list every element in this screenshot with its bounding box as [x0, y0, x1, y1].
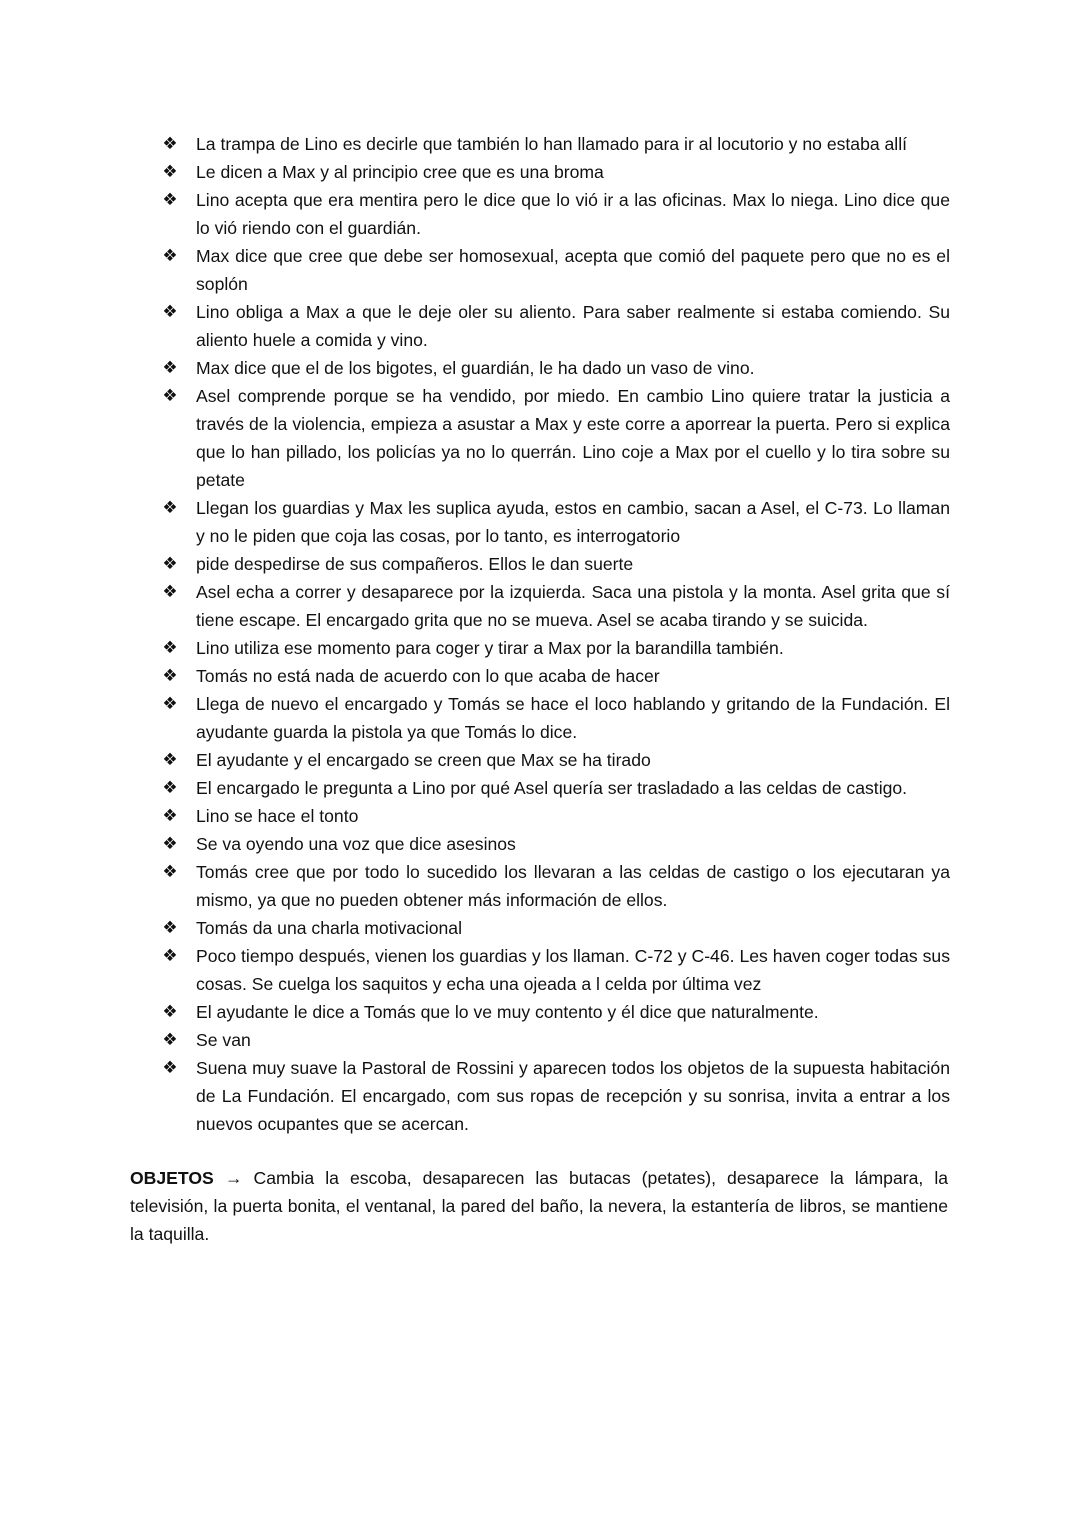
- list-item-text: Asel echa a correr y desaparece por la izquierda. Saca una pistola y la monta. Asel grita que sí tiene escape. El encargado grita que no se mueva. Asel se acaba tirando y se suicida.: [196, 582, 950, 630]
- list-item: [160, 382, 950, 494]
- diamond-bullet-icon: ❖: [162, 190, 178, 209]
- list-item-text: Lino se hace el tonto: [196, 806, 359, 826]
- list-item-text: La trampa de Lino es decirle que también lo han llamado para ir al locutorio y no estaba allí: [196, 134, 908, 154]
- list-item: [160, 662, 950, 690]
- diamond-bullet-icon: ❖: [162, 862, 178, 881]
- list-item: [160, 1026, 950, 1054]
- diamond-bullet-icon: ❖: [162, 638, 178, 657]
- list-item: [160, 634, 950, 662]
- list-item-text: Tomás no está nada de acuerdo con lo que acaba de hacer: [196, 666, 660, 686]
- diamond-bullet-icon: ❖: [162, 302, 178, 321]
- list-item: [160, 1054, 950, 1138]
- list-item-text: El ayudante y el encargado se creen que Max se ha tirado: [196, 750, 651, 770]
- diamond-bullet-icon: ❖: [162, 386, 178, 405]
- diamond-bullet-icon: ❖: [162, 806, 178, 825]
- list-item: [160, 858, 950, 914]
- list-item-text: Lino obliga a Max a que le deje oler su aliento. Para saber realmente si estaba comiendo. Su aliento huele a comida y vino.: [196, 302, 950, 350]
- list-item-text: Lino acepta que era mentira pero le dice que lo vió ir a las oficinas. Max lo niega. Lino dice que lo vió riendo con el guardián.: [196, 190, 950, 238]
- diamond-bullet-icon: ❖: [162, 778, 178, 797]
- list-item-text: Lino utiliza ese momento para coger y tirar a Max por la barandilla también.: [196, 638, 784, 658]
- list-item-text: Se van: [196, 1030, 251, 1050]
- list-item-text: El encargado le pregunta a Lino por qué Asel quería ser trasladado a las celdas de castigo.: [196, 778, 908, 798]
- list-item: [160, 242, 950, 298]
- list-item-text: Max dice que el de los bigotes, el guardián, le ha dado un vaso de vino.: [196, 358, 755, 378]
- list-item: [160, 802, 950, 830]
- diamond-bullet-icon: ❖: [162, 666, 178, 685]
- diamond-bullet-icon: ❖: [162, 1002, 178, 1021]
- list-item-text: Max dice que cree que debe ser homosexual, acepta que comió del paquete pero que no es el soplón: [196, 246, 950, 294]
- list-item: [160, 130, 950, 158]
- diamond-bullet-icon: ❖: [162, 246, 178, 265]
- list-item: [160, 914, 950, 942]
- diamond-bullet-icon: ❖: [162, 750, 178, 769]
- objetos-label: OBJETOS: [130, 1168, 214, 1188]
- diamond-bullet-icon: ❖: [162, 582, 178, 601]
- list-item: [160, 186, 950, 242]
- list-item-text: Tomás cree que por todo lo sucedido los llevaran a las celdas de castigo o los ejecutaran ya mismo, ya que no pueden obtener más información de ellos.: [196, 862, 950, 910]
- list-item: [160, 494, 950, 550]
- diamond-bullet-icon: ❖: [162, 834, 178, 853]
- list-item: [160, 830, 950, 858]
- list-item: [160, 158, 950, 186]
- list-item-text: Llega de nuevo el encargado y Tomás se hace el loco hablando y gritando de la Fundación. El ayudante guarda la pistola ya que Tomás lo dice.: [196, 694, 950, 742]
- diamond-bullet-icon: ❖: [162, 694, 178, 713]
- list-item-text: Asel comprende porque se ha vendido, por miedo. En cambio Lino quiere tratar la justicia a través de la violencia, empieza a asustar a Max y este corre a aporrear la puerta. Pero si explica que lo han pillado, los policías ya no lo querrán. Lino coje a Max por el cuello y lo tira sobre su petate: [196, 386, 950, 490]
- diamond-bullet-icon: ❖: [162, 134, 178, 153]
- objetos-text: Cambia la escoba, desaparecen las butacas (petates), desaparece la lámpara, la televisión, la puerta bonita, el ventanal, la pared del baño, la nevera, la estantería de libros, se mantiene la taquilla.: [130, 1168, 949, 1244]
- diamond-bullet-icon: ❖: [162, 1030, 178, 1049]
- list-item: [160, 578, 950, 634]
- list-item: [160, 298, 950, 354]
- bullet-list: [160, 130, 950, 1138]
- list-item: [160, 690, 950, 746]
- list-item-text: Poco tiempo después, vienen los guardias y los llaman. C-72 y C-46. Les haven coger todas sus cosas. Se cuelga los saquitos y echa una ojeada a l celda por última vez: [196, 946, 950, 994]
- list-item: [160, 746, 950, 774]
- list-item-text: Tomás da una charla motivacional: [196, 918, 463, 938]
- list-item: [160, 774, 950, 802]
- list-item: [160, 998, 950, 1026]
- diamond-bullet-icon: ❖: [162, 554, 178, 573]
- list-item-text: pide despedirse de sus compañeros. Ellos le dan suerte: [196, 554, 634, 574]
- list-item-text: El ayudante le dice a Tomás que lo ve muy contento y él dice que naturalmente.: [196, 1002, 819, 1022]
- list-item-text: Suena muy suave la Pastoral de Rossini y aparecen todos los objetos de la supuesta habitación de La Fundación. El encargado, com sus ropas de recepción y su sonrisa, invita a entrar a los nuevos ocupantes que se acercan.: [196, 1058, 950, 1134]
- list-item-text: Llegan los guardias y Max les suplica ayuda, estos en cambio, sacan a Asel, el C-73. Lo llaman y no le piden que coja las cosas, por lo tanto, es interrogatorio: [196, 498, 950, 546]
- list-item: [160, 942, 950, 998]
- list-item-text: Se va oyendo una voz que dice asesinos: [196, 834, 516, 854]
- list-item: [160, 354, 950, 382]
- diamond-bullet-icon: ❖: [162, 918, 178, 937]
- list-item: [160, 550, 950, 578]
- diamond-bullet-icon: ❖: [162, 1058, 178, 1077]
- diamond-bullet-icon: ❖: [162, 946, 178, 965]
- list-item-text: Le dicen a Max y al principio cree que es una broma: [196, 162, 604, 182]
- diamond-bullet-icon: ❖: [162, 358, 178, 377]
- diamond-bullet-icon: ❖: [162, 162, 178, 181]
- diamond-bullet-icon: ❖: [162, 498, 178, 517]
- right-arrow-icon: →: [224, 1168, 243, 1188]
- objetos-paragraph: [130, 1164, 948, 1248]
